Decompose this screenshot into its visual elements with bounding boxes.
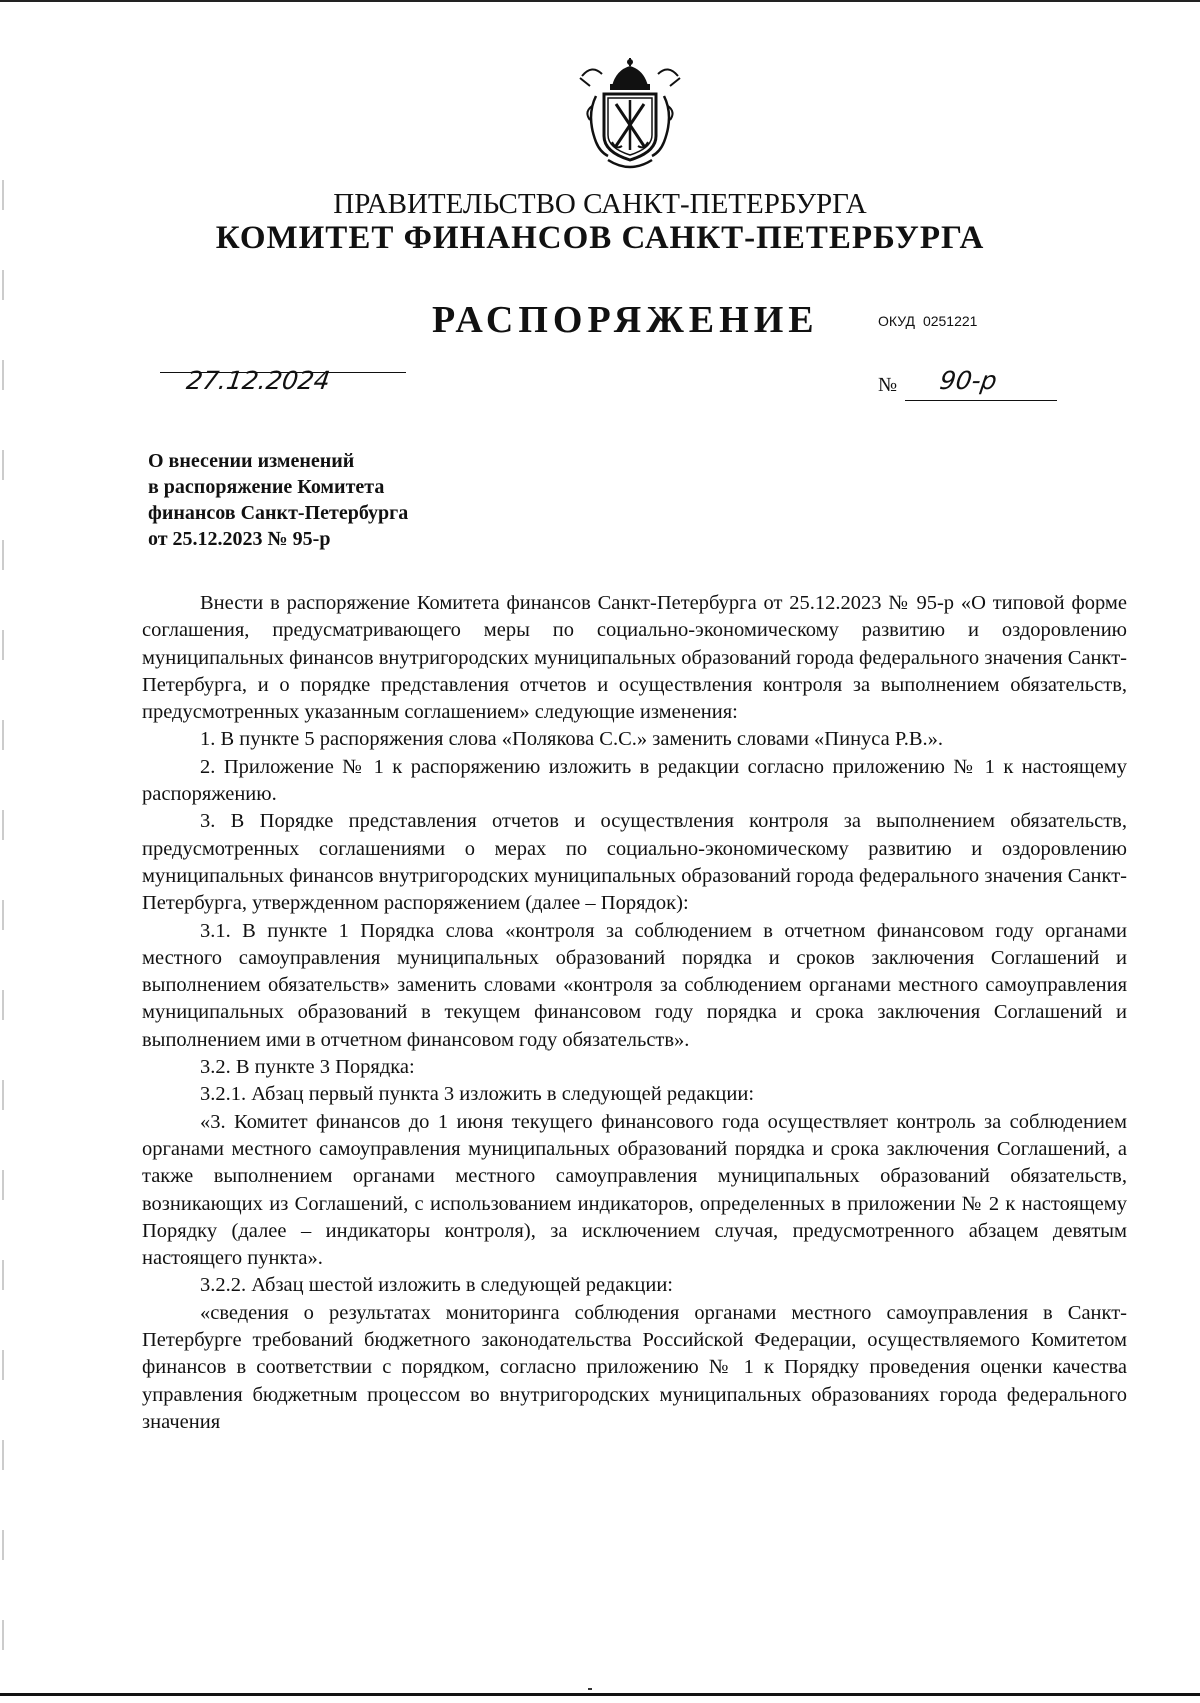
page-mark <box>588 1688 592 1690</box>
body-paragraph: 3. В Порядке представления отчетов и осуществления контроля за выполнением обязательств, предусмотренных соглашениями о мерах по социально-экономическому развитию и оздоровлению муниципальных финансов внутригородских муниципальных образований города федерального значения Санкт-Петербурга, утвержденном распоряжением (далее – Порядок): <box>142 810 1127 915</box>
committee-title: КОМИТЕТ ФИНАНСОВ САНКТ-ПЕТЕРБУРГА <box>215 220 985 256</box>
body-paragraph: 3.1. В пункте 1 Порядка слова «контроля за соблюдением в отчетном финансовом году органами местного самоуправления муниципальных образований порядка и сроков заключения Соглашений и выполнением обязательств» заменить словами «контроля за соблюдением органами местного самоуправления муниципальных образований в текущем финансовом году порядка и срока заключения Соглашений и выполнением ими в отчетном финансовом году обязательств». <box>142 919 1127 1051</box>
subject-line: в распоряжение Комитета <box>148 476 385 498</box>
okud-value: 0251221 <box>922 313 978 329</box>
number-underline <box>905 400 1057 401</box>
document-date: 27.12.2024 <box>184 366 332 395</box>
document-subject <box>148 448 508 552</box>
body-paragraph: 2. Приложение № 1 к распоряжению изложить в редакции согласно приложению № 1 к настоящему распоряжению. <box>142 755 1127 806</box>
scan-edge-bottom <box>0 1693 1200 1696</box>
okud-code <box>878 313 977 329</box>
body-paragraph: «3. Комитет финансов до 1 июня текущего финансового года осуществляет контроль за соблюдением органами местного самоуправления муниципальных образований порядка и срока заключения Соглашений, а также выполнением органами местного самоуправления муниципальных образований обязательств, возникающих из Соглашений, с использованием индикаторов, определенных в приложении № 2 к настоящему Порядку (далее – индикаторы контроля), за исключением случая, предусмотренного абзацем девятым настоящего пункта». <box>142 1110 1127 1270</box>
body-paragraph: 3.2.1. Абзац первый пункта 3 изложить в следующей редакции: <box>200 1083 755 1106</box>
body-paragraph: Внести в распоряжение Комитета финансов Санкт-Петербурга от 25.12.2023 № 95-р «О типовой форме соглашения, предусматривающего меры по социально-экономическому развитию и оздоровлению муниципальных финансов внутригородских муниципальных образований города федерального значения Санкт-Петербурга, и о порядке представления отчетов и осуществления контроля за выполнением обязательств, предусмотренных указанным соглашением» следующие изменения: <box>142 592 1127 724</box>
document-body <box>142 590 1127 1436</box>
body-paragraph: «сведения о результатах мониторинга соблюдения органами местного самоуправления в Санкт-Петербурге требований бюджетного законодательства Российской Федерации, осуществляемого Комитетом финансов в соответствии с порядком, согласно приложению № 1 к Порядку проведения оценки качества управления бюджетным процессом во внутригородских муниципальных образованиях города федерального значения <box>142 1301 1127 1433</box>
body-paragraph: 3.2. В пункте 3 Порядка: <box>200 1056 415 1079</box>
document-number: 90-р <box>937 366 999 395</box>
date-underline <box>160 372 406 373</box>
coat-of-arms-icon <box>572 56 688 174</box>
okud-label: ОКУД <box>878 313 915 329</box>
scan-edge-left <box>2 180 4 1660</box>
subject-line: финансов Санкт-Петербурга <box>148 502 409 524</box>
number-sign: № <box>878 374 898 396</box>
subject-line: О внесении изменений <box>148 450 355 472</box>
document-type-title: РАСПОРЯЖЕНИЕ <box>432 299 819 341</box>
scan-edge-top <box>0 0 1200 2</box>
body-paragraph: 3.2.2. Абзац шестой изложить в следующей редакции: <box>200 1274 673 1297</box>
government-title: ПРАВИТЕЛЬСТВО САНКТ-ПЕТЕРБУРГА <box>333 188 867 220</box>
subject-line: от 25.12.2023 № 95-р <box>148 528 331 550</box>
body-paragraph: 1. В пункте 5 распоряжения слова «Полякова С.С.» заменить словами «Пинуса Р.В.». <box>200 728 944 751</box>
